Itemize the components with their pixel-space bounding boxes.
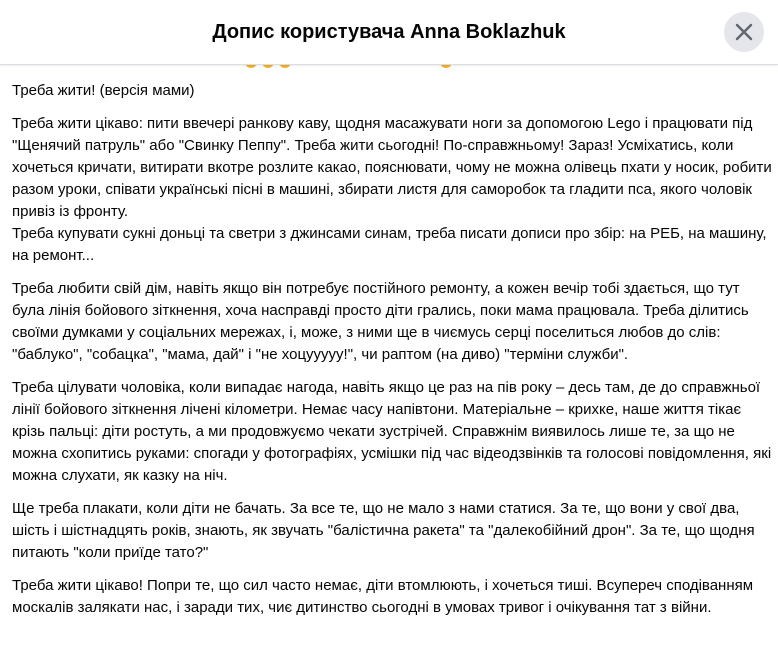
post-content — [12, 80, 772, 630]
post-paragraph: Треба жити цікаво! Попри те, що сил часто немає, діти втомлюють, і хочеться тиші. Всупереч сподіванням москалів залякати нас, і заради тих, чиє дитинство сьогодні в умовах тривог і очікування тат з війни. — [12, 577, 754, 616]
post-paragraph: Ще треба плакати, коли діти не бачать. За все те, що не мало з нами статися. За те, що вони у свої два, шість і шістнадцять років, знають, як звучать "балістична ракета" та "далекобійний дрон". За те, що щодня питають "коли приїде тато?" — [12, 500, 755, 561]
close-button[interactable] — [724, 12, 764, 52]
post-paragraph: Треба цілувати чоловіка, коли випадає нагода, навіть якщо це раз на пів року – десь там, де до справжньої лінії бойового зіткнення лічені кілометри. Немає часу напівтони. Матеріальне – крихке, наше життя тікає крізь пальці: діти ростуть, а ми продовжуємо чекати зустрічей. Справжнім виявилось лише те, за що не можна схопитись руками: спогади у фотографіях, усмішки під час відеодзвінків та голосові повідомлення, які можна слухати, як казку на ніч. — [12, 379, 772, 484]
dialog-title: Допис користувача Anna Boklazhuk — [212, 20, 566, 43]
paragraph-text: Треба купувати сукні доньці та светри з джинсами синам, треба писати дописи про збір: на РЕБ, на машину, на ремонт... — [12, 225, 767, 264]
close-icon — [735, 23, 753, 41]
post-paragraph: Треба любити свій дім, навіть якщо він потребує постійного ремонту, а кожен вечір тобі здається, що тут була лінія бойового зіткнення, хоча насправді просто діти грались, поки мама працювала. Треба ділитись своїми думками у соціальних мережах, і, може, з ними ще в чиємусь серці поселиться любов до слів: "баблуко", "собацка", "мама, дай" і "не хоцууууу!", чи раптом (на диво) "терміни служби". — [12, 280, 749, 363]
post-paragraph — [12, 113, 772, 267]
paragraph-text: Треба жити цікаво: пити ввечері ранкову каву, щодня масажувати ноги за допомогою Lego і працювати під "Щенячий патруль" або "Свинку Пеппу". Треба жити сьогодні! По-справжньому! Зараз! Усміхатись, коли хочеться кричати, витирати вкотре розлите какао, пояснювати, чому не можна олівець пхати у носик, робити разом уроки, співати українські пісні в машині, збирати листя для саморобок та гладити пса, якого чоловік привіз із фронту. — [12, 115, 772, 220]
post-heading: Треба жити! (версія мами) — [12, 82, 195, 99]
dialog-header — [0, 0, 778, 65]
